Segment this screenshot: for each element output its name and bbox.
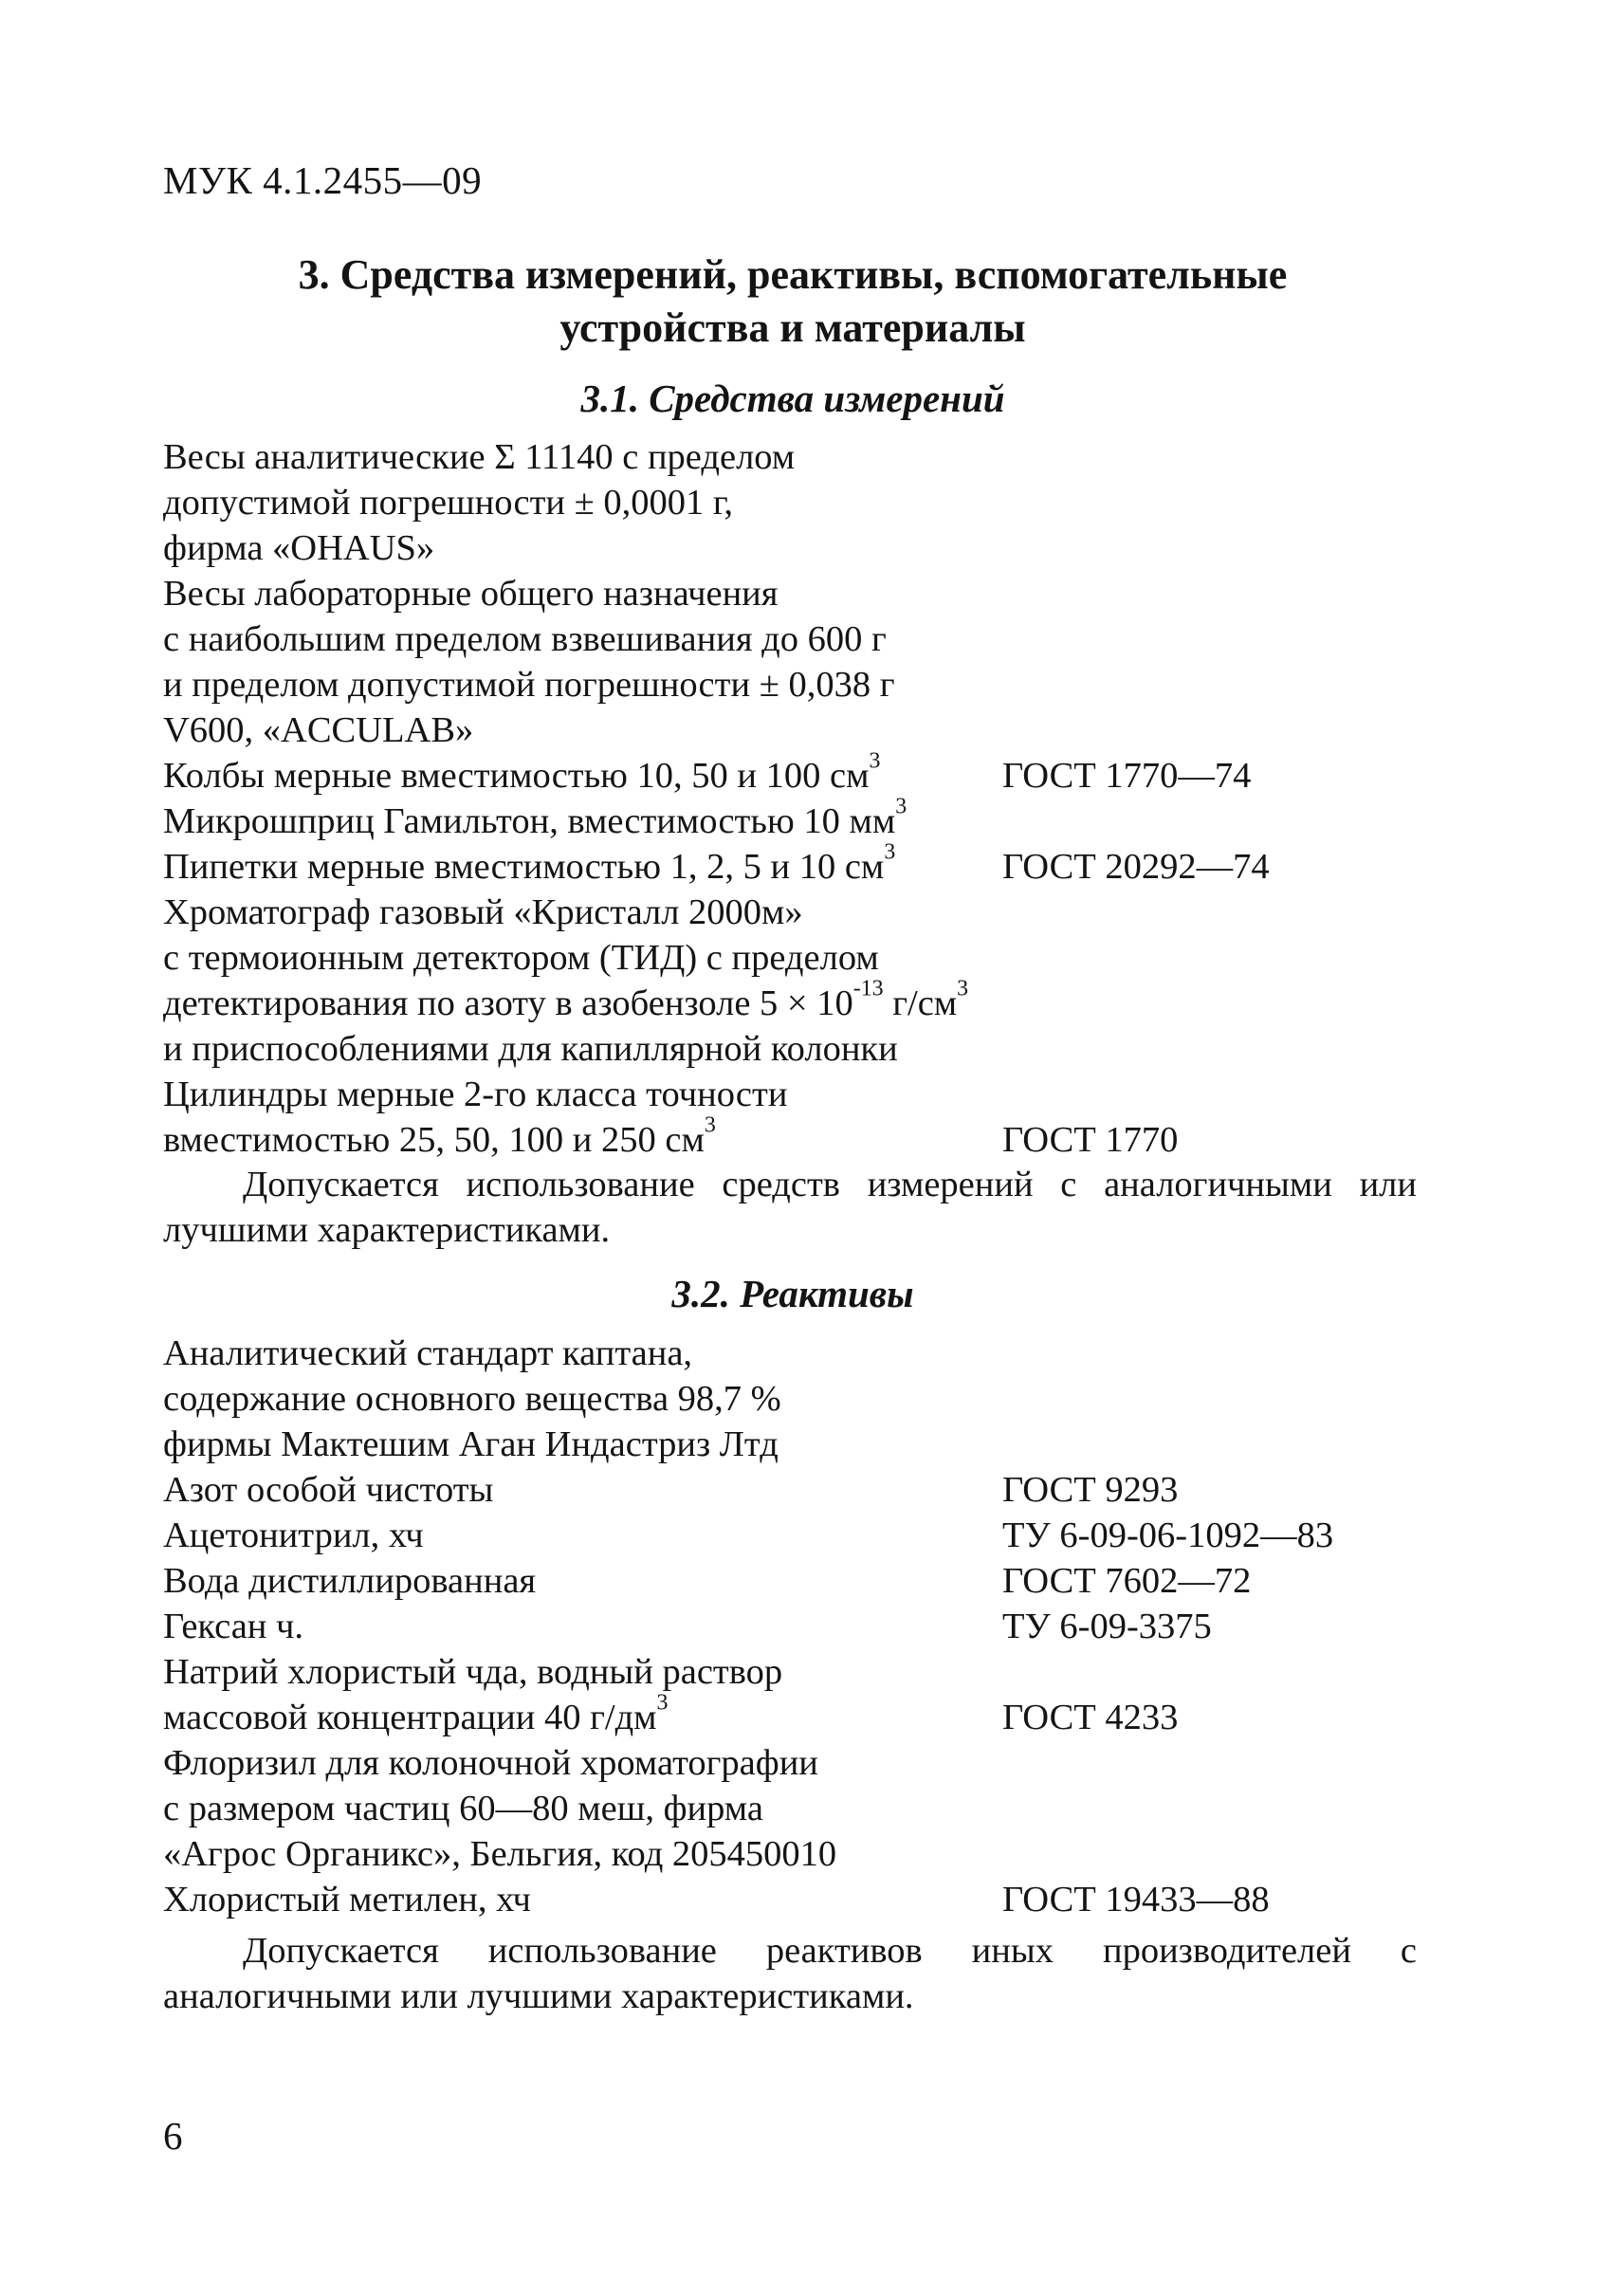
standard-ref: ТУ 6-09-06-1092—83 bbox=[1002, 1515, 1334, 1555]
item-text bbox=[163, 1112, 716, 1163]
item-text bbox=[163, 935, 879, 981]
item-text bbox=[163, 1604, 303, 1649]
list-row bbox=[163, 935, 1434, 981]
item-label: с термоионным детектором (ТИД) с пределом bbox=[163, 938, 879, 978]
list-row bbox=[163, 1026, 1434, 1072]
list-row bbox=[163, 1072, 1434, 1117]
item-text bbox=[163, 1740, 818, 1786]
list-row bbox=[163, 1740, 1434, 1786]
standard-ref: ТУ 6-09-3375 bbox=[1002, 1607, 1212, 1646]
item-label: фирма «OHAUS» bbox=[163, 528, 435, 568]
item-label: Флоризил для колоночной хроматографии bbox=[163, 1743, 818, 1783]
item-label: с размером частиц 60—80 меш, фирма bbox=[163, 1789, 763, 1828]
item-label: детектирования по азоту в азобензоле 5 × 10 bbox=[163, 983, 853, 1023]
item-text bbox=[163, 976, 969, 1026]
superscript: 3 bbox=[895, 794, 907, 819]
superscript: 3 bbox=[957, 976, 969, 1001]
item-text bbox=[163, 1026, 898, 1072]
item-text bbox=[163, 1467, 493, 1513]
item-label: и приспособлениями для капиллярной колонки bbox=[163, 1029, 898, 1069]
list-row bbox=[163, 1558, 1434, 1604]
superscript: 3 bbox=[656, 1690, 669, 1716]
item-label: с наибольшим пределом взвешивания до 600 г bbox=[163, 619, 887, 659]
item-label: Весы аналитические Σ 11140 с пределом bbox=[163, 437, 796, 477]
superscript: 3 bbox=[884, 839, 896, 865]
item-text bbox=[163, 839, 896, 890]
list-row bbox=[163, 1422, 1434, 1467]
list-row bbox=[163, 1513, 1434, 1558]
list-row bbox=[163, 794, 1434, 844]
standard-ref: ГОСТ 4233 bbox=[1002, 1698, 1179, 1737]
item-text bbox=[163, 571, 778, 616]
item-label: Натрий хлористый чда, водный раствор bbox=[163, 1652, 783, 1692]
item-label: Весы лабораторные общего назначения bbox=[163, 574, 779, 614]
list-row bbox=[163, 1831, 1434, 1877]
standard-ref: ГОСТ 9293 bbox=[1002, 1470, 1179, 1510]
item-text bbox=[163, 1877, 531, 1922]
item-label: Микрошприц Гамильтон, вместимостью 10 мм bbox=[163, 801, 896, 841]
list-row bbox=[163, 1786, 1434, 1831]
item-label: допустимой погрешности ± 0,0001 г, bbox=[163, 483, 733, 523]
item-text bbox=[163, 1513, 424, 1558]
subsection-title-reagents: 3.2. Реактивы bbox=[671, 1272, 914, 1315]
item-text bbox=[163, 434, 795, 480]
item-text bbox=[163, 1376, 781, 1422]
item-label: «Агрос Органикс», Бельгия, код 205450010 bbox=[163, 1834, 837, 1874]
superscript: -13 bbox=[852, 976, 884, 1001]
list-row bbox=[163, 616, 1434, 662]
list-row bbox=[163, 1467, 1434, 1513]
item-text bbox=[163, 748, 881, 799]
item-text bbox=[163, 1690, 669, 1740]
item-text bbox=[163, 707, 473, 753]
item-text bbox=[163, 1558, 536, 1604]
list-row bbox=[163, 662, 1434, 707]
item-label: вместимостью 25, 50, 100 и 250 см bbox=[163, 1120, 705, 1160]
list-row bbox=[163, 1331, 1434, 1376]
list-row bbox=[163, 434, 1434, 480]
item-label: массовой концентрации 40 г/дм bbox=[163, 1698, 657, 1737]
item-text bbox=[163, 1831, 836, 1877]
item-label: фирмы Мактешим Аган Индастриз Лтд bbox=[163, 1424, 779, 1464]
list-row bbox=[163, 1649, 1434, 1695]
standard-ref: ГОСТ 1770—74 bbox=[1002, 756, 1252, 796]
list-row bbox=[163, 839, 1434, 890]
list-row bbox=[163, 707, 1434, 753]
item-text bbox=[163, 1072, 787, 1117]
list-row bbox=[163, 480, 1434, 525]
superscript: 3 bbox=[869, 748, 881, 774]
item-text bbox=[163, 616, 887, 662]
list-row bbox=[163, 748, 1434, 799]
list-row bbox=[163, 890, 1434, 935]
document-code-header: МУК 4.1.2455—09 bbox=[163, 158, 483, 202]
list-row bbox=[163, 1604, 1434, 1649]
item-label: Пипетки мерные вместимостью 1, 2, 5 и 10 см bbox=[163, 847, 885, 887]
section-title-line1: 3. Средства измерений, реактивы, вспомогательные bbox=[298, 251, 1288, 298]
item-text bbox=[163, 794, 907, 844]
item-label: Хроматограф газовый «Кристалл 2000м» bbox=[163, 892, 803, 932]
item-label-continued: г/см bbox=[883, 983, 958, 1023]
standard-ref: ГОСТ 20292—74 bbox=[1002, 847, 1270, 887]
list-row bbox=[163, 976, 1434, 1026]
item-text bbox=[163, 1649, 782, 1695]
item-label: Цилиндры мерные 2-го класса точности bbox=[163, 1075, 788, 1114]
item-label: V600, «ACCULAB» bbox=[163, 710, 474, 750]
item-label: Вода дистиллированная bbox=[163, 1561, 537, 1601]
standard-ref: ГОСТ 7602—72 bbox=[1002, 1561, 1252, 1601]
item-label: и пределом допустимой погрешности ± 0,038 г bbox=[163, 665, 895, 705]
list-row bbox=[163, 571, 1434, 616]
list-row bbox=[163, 525, 1434, 571]
measurements-note: Допускается использование средств измерений с аналогичными или лучшими характеристиками. bbox=[163, 1165, 1417, 1250]
item-label: содержание основного вещества 98,7 % bbox=[163, 1379, 781, 1419]
item-label: Гексан ч. bbox=[163, 1607, 304, 1646]
item-text bbox=[163, 1422, 779, 1467]
superscript: 3 bbox=[704, 1112, 716, 1138]
item-text bbox=[163, 525, 434, 571]
reagents-note: Допускается использование реактивов иных производителей с аналогичными или лучшими характеристиками. bbox=[163, 1931, 1417, 2016]
item-label: Азот особой чистоты bbox=[163, 1470, 494, 1510]
item-text bbox=[163, 662, 895, 707]
subsection-title-measurements: 3.1. Средства измерений bbox=[580, 377, 1005, 420]
standard-ref: ГОСТ 1770 bbox=[1002, 1120, 1179, 1160]
item-text bbox=[163, 1331, 692, 1376]
item-text bbox=[163, 1786, 763, 1831]
page-number: 6 bbox=[163, 2114, 183, 2158]
standard-ref: ГОСТ 19433—88 bbox=[1002, 1880, 1270, 1919]
item-label: Колбы мерные вместимостью 10, 50 и 100 см bbox=[163, 756, 870, 796]
item-text bbox=[163, 890, 803, 935]
list-row bbox=[163, 1690, 1434, 1740]
item-label: Ацетонитрил, хч bbox=[163, 1515, 424, 1555]
item-label: Хлористый метилен, хч bbox=[163, 1880, 531, 1919]
item-label: Аналитический стандарт каптана, bbox=[163, 1333, 693, 1373]
list-row bbox=[163, 1112, 1434, 1163]
list-row bbox=[163, 1877, 1434, 1922]
list-row bbox=[163, 1376, 1434, 1422]
item-text bbox=[163, 480, 733, 525]
section-title-line2: устройства и материалы bbox=[559, 304, 1026, 351]
